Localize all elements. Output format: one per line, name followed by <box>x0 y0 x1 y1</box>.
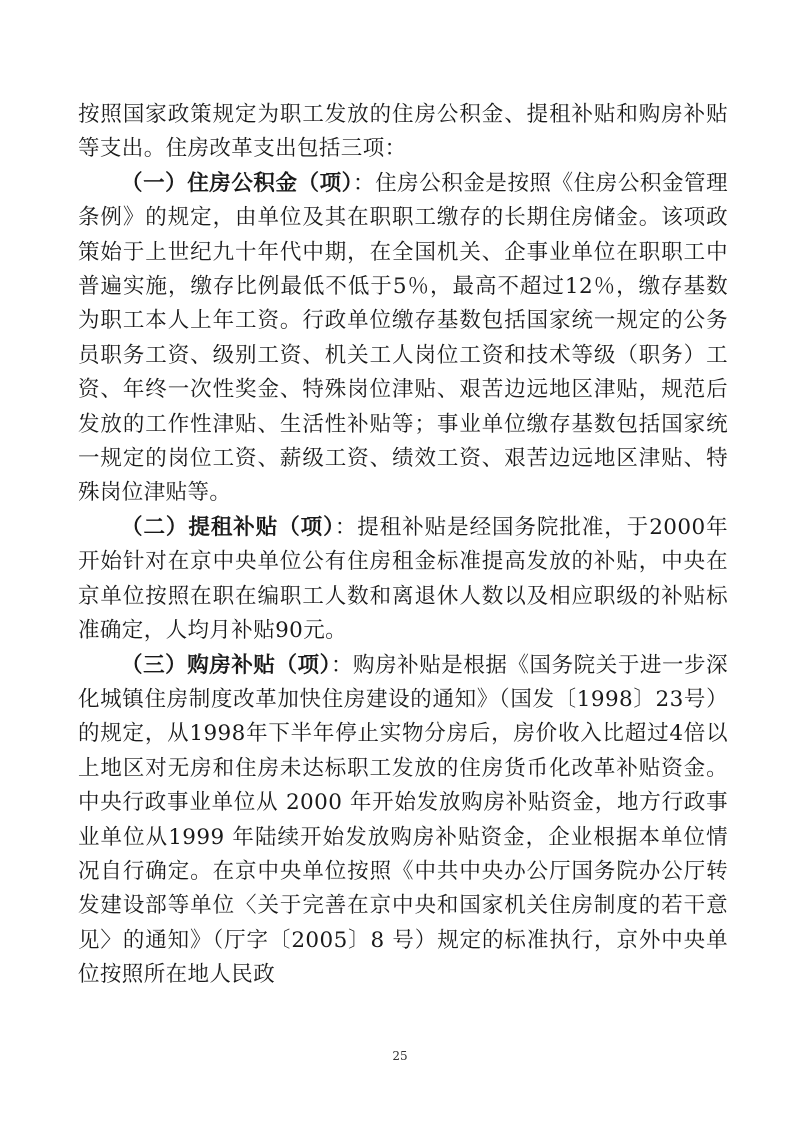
paragraph-rent-subsidy-text: ：提租补贴是经国务院批准，于2000年开始针对在京中央单位公有住房租金标准提高发放的补贴，中央在京单位按照在职在编职工人数和离退休人数以及相应职级的补贴标准确定，人均月补贴90元。 <box>78 514 728 644</box>
page-number: 25 <box>392 1049 408 1063</box>
paragraph-intro-text: 按照国家政策规定为职工发放的住房公积金、提租补贴和购房补贴等支出。住房改革支出包括三项： <box>78 102 728 162</box>
paragraph-purchase-subsidy <box>78 649 728 993</box>
paragraph-housing-provident-fund-text: ：住房公积金是按照《住房公积金管理条例》的规定，由单位及其在职职工缴存的长期住房储金。该项政策始于上世纪九十年代中期，在全国机关、企事业单位在职职工中普遍实施，缴存比例最低不低于5％，最高不超过12％，缴存基数为职工本人上年工资。行政单位缴存基数包括国家统一规定的公务员职务工资、级别工资、机关工人岗位工资和技术等级（职务）工资、年终一次性奖金、特殊岗位津贴、艰苦边远地区津贴，规范后发放的工作性津贴、生活性补贴等；事业单位缴存基数包括国家统一规定的岗位工资、薪级工资、绩效工资、艰苦边远地区津贴、特殊岗位津贴等。 <box>78 170 728 506</box>
paragraph-rent-subsidy <box>78 511 728 649</box>
heading-housing-provident-fund: （一）住房公积金（项） <box>121 170 353 196</box>
heading-rent-subsidy: （二）提租补贴（项） <box>121 514 335 540</box>
paragraph-housing-provident-fund <box>78 167 728 511</box>
body-text <box>78 98 728 993</box>
heading-purchase-subsidy: （三）购房补贴（项） <box>121 652 331 678</box>
paragraph-purchase-subsidy-text: ：购房补贴是根据《国务院关于进一步深化城镇住房制度改革加快住房建设的通知》（国发〔1998〕23号）的规定，从1998年下半年停止实物分房后，房价收入比超过4倍以上地区对无房和住房未达标职工发放的住房货币化改革补贴资金。中央行政事业单位从 2000 年开始发放购房补贴资金，地方行政事业单位从1999 年陆续开始发放购房补贴资金，企业根据本单位情况自行确定。在京中央单位按照《中共中央办公厅国务院办公厅转发建设部等单位〈关于完善在京中央和国家机关住房制度的若干意见〉的通知》（厅字〔2005〕8 号）规定的标准执行，京外中央单位按照所在地人民政 <box>78 652 728 988</box>
paragraph-intro <box>78 98 728 167</box>
